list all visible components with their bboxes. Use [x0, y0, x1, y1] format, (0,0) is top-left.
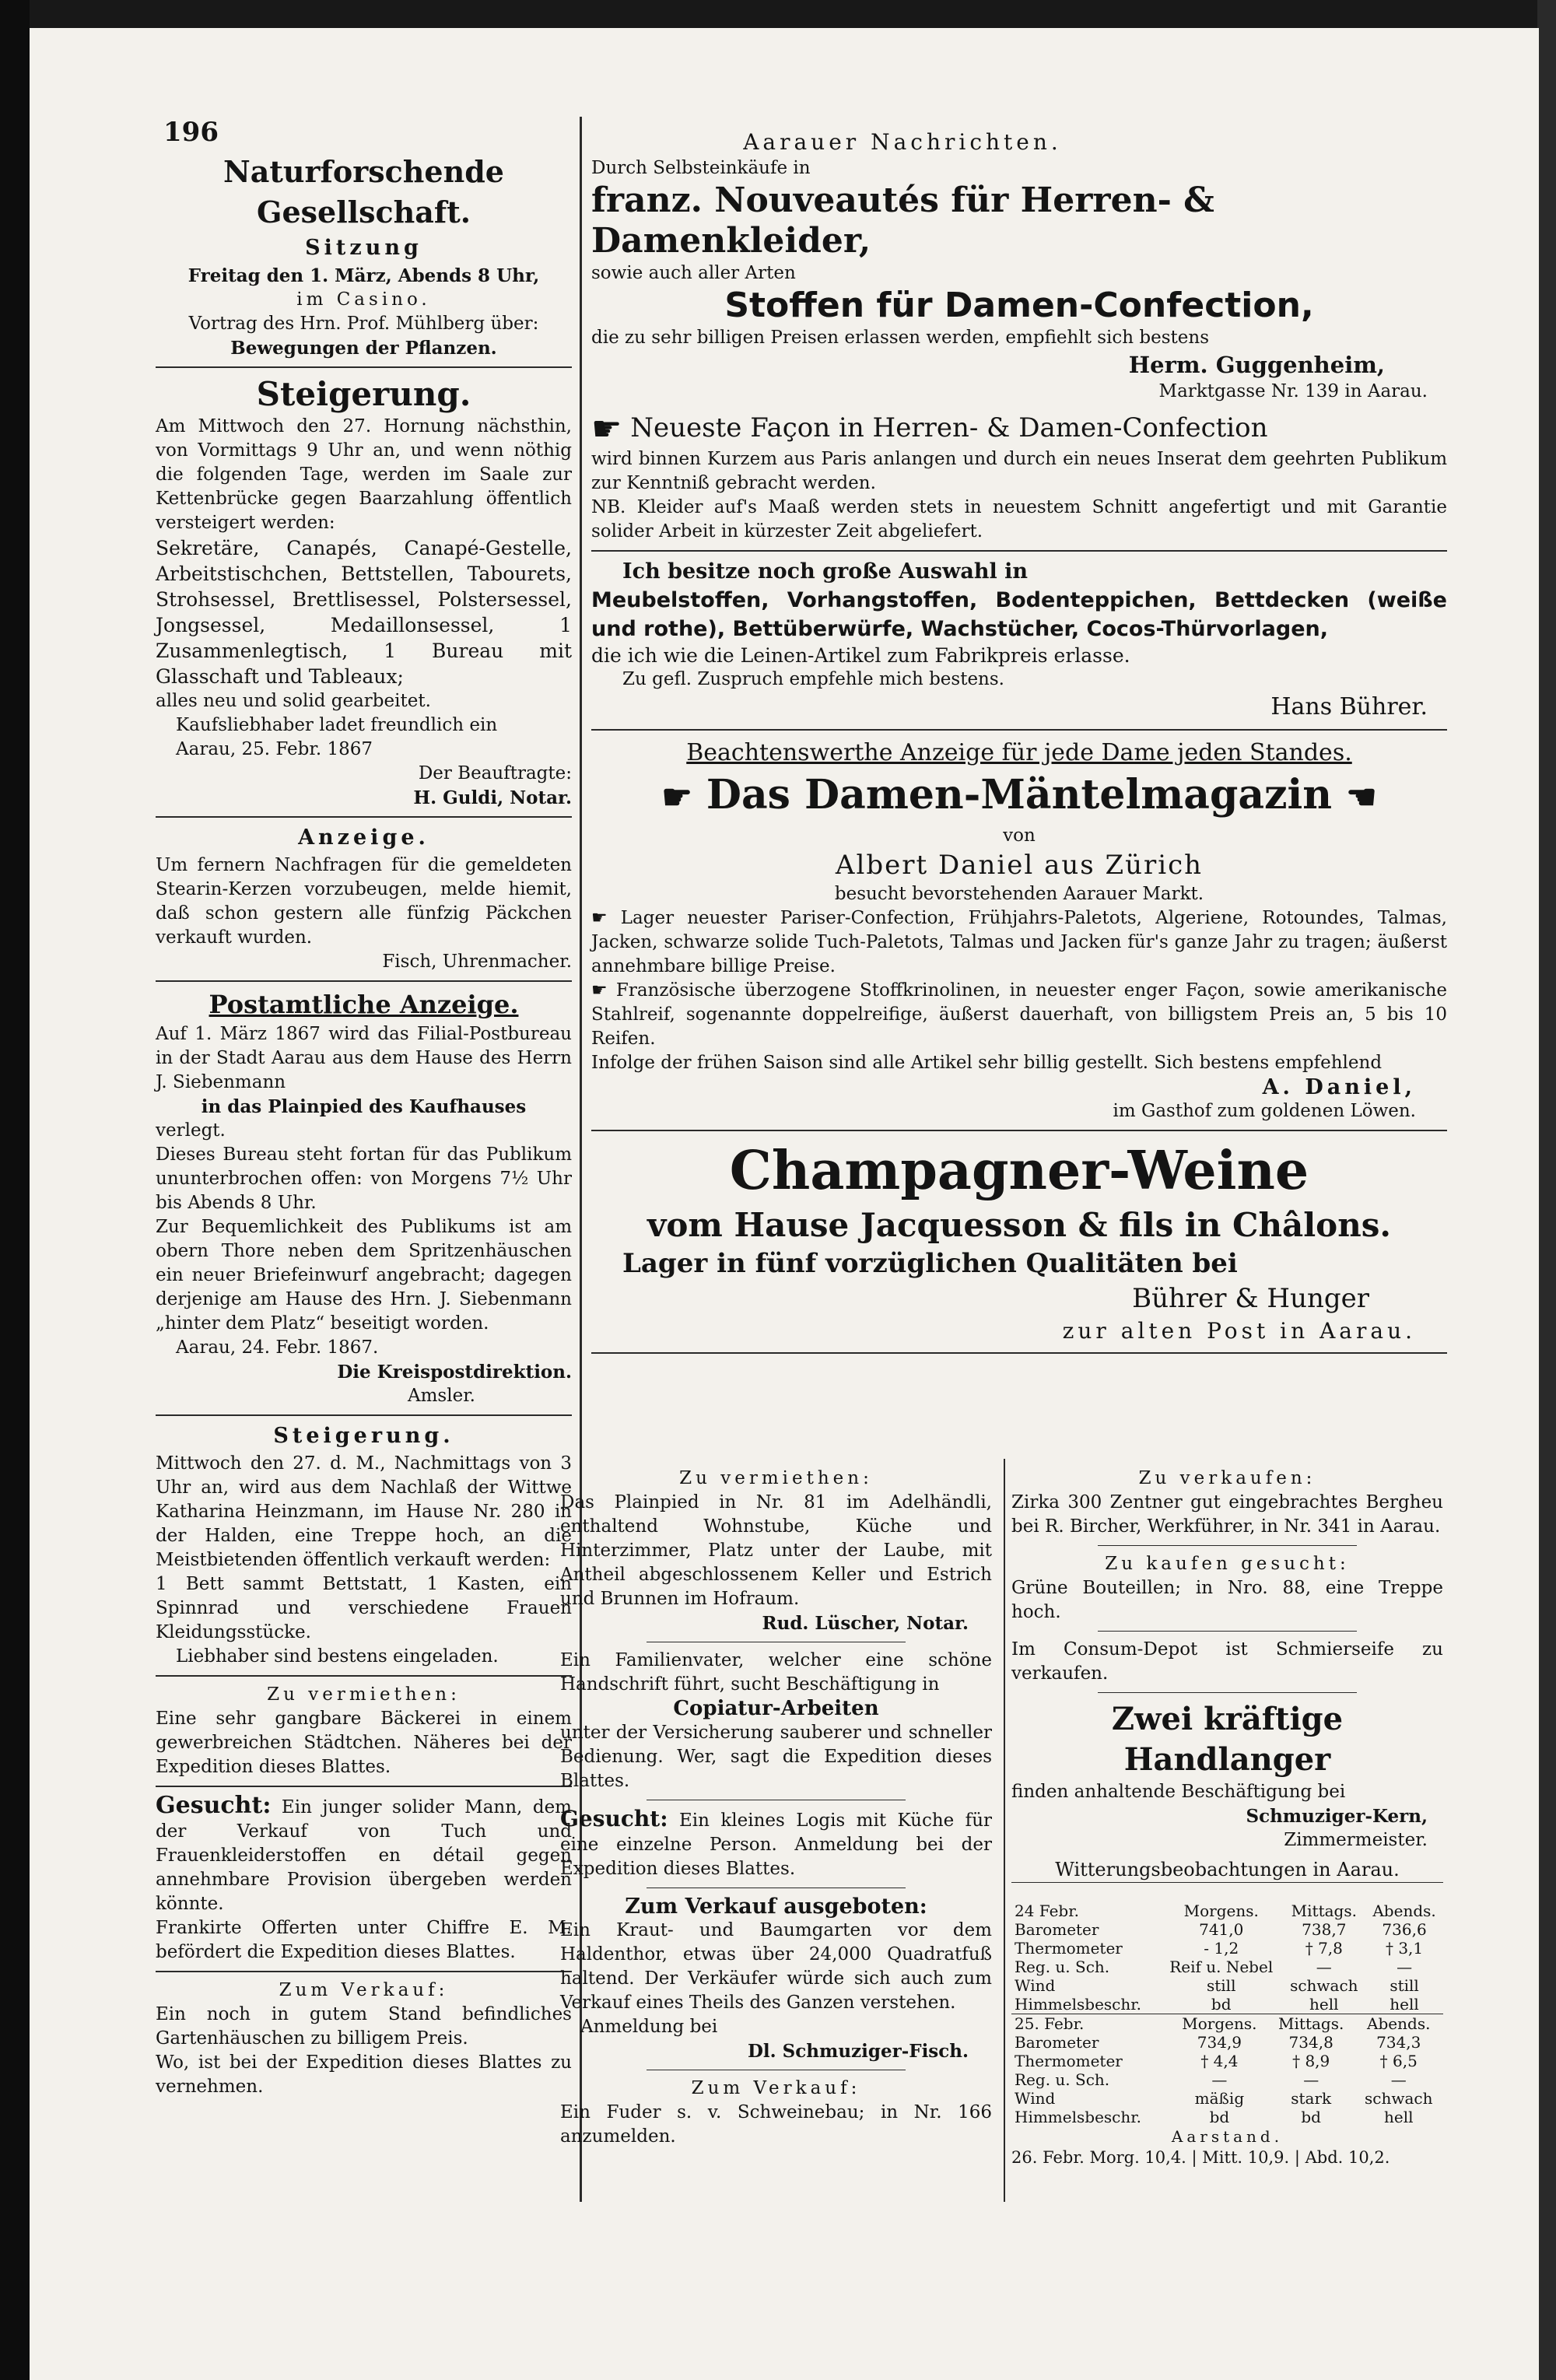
- weather-value: schwach: [1365, 2089, 1433, 2108]
- ad-verkauf-gartenhaeuschen: [156, 1979, 572, 2099]
- ad-bouteillen: [1011, 1552, 1443, 1625]
- separator: [156, 1786, 572, 1787]
- weather-value: Reif u. Nebel: [1169, 1958, 1274, 1976]
- ad-date: Aarau, 24. Febr. 1867.: [176, 1337, 379, 1358]
- section-header: Aarauer Nachrichten.: [743, 129, 1062, 155]
- ad-title: Zu vermiethen:: [267, 1684, 461, 1705]
- ad-text: Mittwoch den 27. d. M., Nachmittags von 3 Uhr an, wird aus dem Nachlaß der Wittwe Katharina Heinzmann, im Hause Nr. 280 in der Halden, eine Treppe hoch, an die Meistbietenden öffentlich verkauft werden:: [156, 1453, 572, 1570]
- weather-value: bd: [1209, 2108, 1230, 2126]
- ad-signature: Die Kreispostdirektion.: [337, 1362, 572, 1383]
- separator: [156, 366, 572, 368]
- weather-value: bd: [1211, 1995, 1232, 2014]
- ad-steigerung-kettenbruecke: [156, 374, 572, 810]
- ad-plainpied: [560, 1467, 992, 1635]
- ad-naturforschende-gesellschaft: [156, 152, 572, 360]
- weather-row-label: Reg. u. Sch.: [1015, 2070, 1110, 2089]
- ad-text: Ein junger solider Mann, dem der Verkauf von Tuch und Frauenkleiderstoffen en détail gegen annehmbare Provision übergeben werden könnte.: [156, 1797, 572, 1914]
- ad-logis: [560, 1807, 992, 1881]
- ad-text: 1 Bett sammt Bettstatt, 1 Kasten, ein Spinnrad und verschiedene Frauen Kleidungsstücke.: [156, 1574, 572, 1642]
- ad-signature: Hans Bührer.: [1270, 693, 1428, 720]
- ad-title: Steigerung.: [273, 1424, 454, 1448]
- ad-text: Wo, ist bei der Expedition dieses Blattes zu vernehmen.: [156, 2052, 572, 2097]
- ad-signature: Rud. Lüscher, Notar.: [762, 1613, 969, 1634]
- ad-signature: Amsler.: [408, 1386, 475, 1406]
- ad-signature: Dl. Schmuziger-Fisch.: [747, 2041, 969, 2062]
- ad-text: Infolge der frühen Saison sind alle Artikel sehr billig gestellt. Sich bestens empfehlend: [591, 1052, 1383, 1073]
- ad-subheadline: vom Hause Jacquesson & fils in Châlons.: [647, 1205, 1391, 1244]
- ad-text: Eine sehr gangbare Bäckerei in einem gewerbreichen Städtchen. Näheres bei der Expedition dieses Blattes.: [156, 1709, 572, 1777]
- pointing-hand-icon: ☛: [591, 907, 608, 928]
- weather-row-label: Himmelsbeschr.: [1015, 2108, 1141, 2126]
- ad-headline: Neueste Façon in Herren- & Damen-Confection: [630, 412, 1268, 443]
- weather-row-label: Barometer: [1015, 2033, 1099, 2052]
- ad-copiatur: [560, 1649, 992, 1793]
- ad-text: Lager in fünf vorzüglichen Qualitäten bei: [622, 1247, 1238, 1279]
- table-row: [1011, 2089, 1443, 2108]
- ad-text: Ein Fuder s. v. Schweinebau; in Nr. 166 anzumelden.: [560, 2102, 992, 2147]
- ad-text: Das Plainpied in Nr. 81 im Adelhändli, enthaltend Wohnstube, Küche und Hinterzimmer, Platz unter der Laube, mit Antheil abgeschlossenem Keller und Estrich und Brunnen im Hofraum.: [560, 1492, 992, 1609]
- ad-text: Auf 1. März 1867 wird das Filial-Postbureau in der Stadt Aarau aus dem Hause des Herrn J. Siebenmann: [156, 1024, 572, 1092]
- separator: [1098, 1545, 1357, 1546]
- ad-text: Französische überzogene Stoffkrinolinen, in neuester enger Façon, sowie amerikanische Stahlreif, sogenannte doppelreifige, äußerst dauerhaft, von billigstem Preis an, 5 bis 10 Reifen.: [591, 980, 1448, 1049]
- ad-label: Gesucht:: [560, 1806, 668, 1831]
- ad-text: Ein Familienvater, welcher eine schöne Handschrift führt, sucht Beschäftigung in: [560, 1650, 992, 1695]
- ad-text: Dieses Bureau steht fortan für das Publikum ununterbrochen offen: von Morgens 7½ Uhr bis Abends 8 Uhr.: [156, 1144, 572, 1213]
- ad-title: Naturforschende Gesellschaft.: [223, 154, 504, 230]
- ad-text: Anmeldung bei: [580, 2017, 718, 2037]
- ad-headline: Das Damen-Mäntelmagazin: [706, 771, 1333, 818]
- ad-title: Anzeige.: [298, 825, 429, 850]
- weather-row-label: Wind: [1015, 2089, 1056, 2108]
- ad-address: Marktgasse Nr. 139 in Aarau.: [1158, 381, 1428, 401]
- separator: [156, 980, 572, 982]
- ad-date: Freitag den 1. März, Abends 8 Uhr,: [187, 265, 540, 286]
- weather-value: hell: [1390, 1995, 1419, 2014]
- ad-bergheu: [1011, 1467, 1443, 1539]
- separator: [1098, 1692, 1357, 1693]
- weather-value: mäßig: [1194, 2089, 1245, 2108]
- ad-signature: Schmuziger-Kern,: [1246, 1806, 1428, 1827]
- table-row: [1011, 1939, 1443, 1958]
- weather-value: hell: [1383, 2108, 1414, 2126]
- weather-value: —: [1303, 2070, 1319, 2089]
- ad-text: Ich besitze noch große Auswahl in: [622, 559, 1029, 584]
- separator: [156, 1675, 572, 1677]
- ad-subtitle: Sitzung: [305, 236, 422, 260]
- weather-value: stark: [1291, 2089, 1332, 2108]
- ad-text: Um fernern Nachfragen für die gemeldeten Stearin-Kerzen vorzubeugen, melde hiemit, daß schon gestern alle fünfzig Päckchen verkauft wurden.: [156, 855, 572, 948]
- ad-gesucht-mann: [156, 1793, 572, 1965]
- ad-text: Kleider auf's Maaß werden stets in neuestem Schnitt angefertigt und mit Garantie solider Arbeit in kürzester Zeit abgeliefert.: [591, 497, 1448, 542]
- table-row: [1011, 2070, 1443, 2089]
- weather-value: —: [1316, 1958, 1332, 1976]
- weather-value: —: [1211, 2070, 1228, 2089]
- weather-date: 25. Febr.: [1015, 2014, 1085, 2033]
- ad-facon: [591, 410, 1447, 544]
- pointing-hand-icon: ☛: [591, 980, 608, 1001]
- ad-text: Zirka 300 Zentner gut eingebrachtes Bergheu bei R. Bircher, Werkführer, in Nr. 341 in Aarau.: [1011, 1492, 1443, 1537]
- left-column: [156, 152, 572, 2099]
- weather-value: 734,3: [1376, 2033, 1421, 2052]
- ad-text: Liebhaber sind bestens eingeladen.: [176, 1646, 499, 1667]
- weather-value: hell: [1309, 1995, 1339, 2014]
- weather-value: - 1,2: [1204, 1939, 1239, 1958]
- weather-value: † 8,9: [1292, 2052, 1330, 2070]
- ad-title: Zum Verkauf:: [279, 1980, 449, 2000]
- ad-text: Der Beauftragte:: [418, 763, 572, 783]
- separator: [156, 1414, 572, 1416]
- weather-value: † 3,1: [1385, 1939, 1424, 1958]
- sub-column-left: [560, 1467, 992, 2149]
- ad-text: Im Consum-Depot ist Schmierseife zu verkaufen.: [1011, 1639, 1443, 1684]
- ad-text: unter der Versicherung sauberer und schneller Bedienung. Wer, sagt die Expedition dieses Blattes.: [560, 1723, 992, 1791]
- ad-schweinebau: [560, 2077, 992, 2149]
- ad-headline: franz. Nouveautés für Herren- & Damenkleider,: [591, 181, 1214, 261]
- ad-text: von: [1003, 825, 1036, 846]
- separator: [1098, 1631, 1357, 1632]
- ad-text: Lager neuester Pariser-Confection, Frühjahrs-Paletots, Algeriene, Rotoundes, Talmas, Jacken, schwarze solide Tuch-Paletots, Talmas und Jacken für's ganze Jahr zu tragen; äußerst annehmbare billige Preise.: [591, 907, 1447, 976]
- pointing-hand-icon: ☛: [591, 409, 622, 449]
- ad-place: im Casino.: [296, 289, 431, 310]
- ad-anzeige-fisch: [156, 824, 572, 974]
- separator: [156, 816, 572, 818]
- weather-value: schwach: [1290, 1976, 1358, 1995]
- ad-items: Sekretäre, Canapés, Canapé-Gestelle, Arbeitstischchen, Bettstellen, Tabourets, Strohsessel, Brettlisessel, Polstersessel, Jongsessel, Medaillonsessel, 1 Zusammenlegtisch, 1 Bureau mit Glasschaft und Tableaux;: [156, 537, 572, 688]
- ad-guggenheim: [591, 128, 1447, 404]
- ad-text: Kaufsliebhaber ladet freundlich ein: [176, 715, 498, 735]
- separator: [156, 1971, 572, 1972]
- weather-col-header: Mittags.: [1278, 2014, 1344, 2033]
- ad-signature: A. Daniel,: [1262, 1074, 1416, 1099]
- table-row: [1011, 2033, 1443, 2052]
- weather-value: 738,7: [1302, 1920, 1347, 1939]
- weather-date: 24 Febr.: [1015, 1902, 1079, 1920]
- weather-row-label: Reg. u. Sch.: [1015, 1958, 1110, 1976]
- weather-value: bd: [1301, 2108, 1321, 2126]
- weather-value: † 4,4: [1200, 2052, 1239, 2070]
- ad-signature: Herm. Guggenheim,: [1128, 352, 1385, 378]
- pointing-hand-icon: ☚: [1346, 777, 1377, 818]
- ad-seller: Bührer & Hunger: [1132, 1282, 1369, 1314]
- ad-headline: Champagner-Weine: [729, 1139, 1309, 1202]
- weather-value: 741,0: [1199, 1920, 1244, 1939]
- weather-value: still: [1390, 1976, 1419, 1995]
- ad-steigerung-heinzmann: [156, 1422, 572, 1669]
- separator: [591, 729, 1447, 731]
- ad-text: sowie auch aller Arten: [591, 263, 796, 283]
- ad-signature: Fisch, Uhrenmacher.: [382, 952, 572, 972]
- aarstand-label: Aarstand.: [1171, 2127, 1284, 2146]
- weather-table-day-2: [1011, 2014, 1443, 2126]
- separator: [591, 1352, 1447, 1354]
- ad-headline: Zwei kräftige Handlanger: [1111, 1701, 1344, 1778]
- weather-value: still: [1206, 1976, 1236, 1995]
- ad-title: Zu kaufen gesucht:: [1105, 1554, 1350, 1574]
- weather-row-label: Thermometer: [1015, 1939, 1123, 1958]
- ad-schmierseife: [1011, 1638, 1443, 1686]
- ad-date: Aarau, 25. Febr. 1867: [176, 739, 373, 759]
- ad-location: im Gasthof zum goldenen Löwen.: [1113, 1100, 1416, 1121]
- ad-handlanger: [1011, 1699, 1443, 1852]
- weather-value: 734,8: [1288, 2033, 1333, 2052]
- weather-value: 734,9: [1197, 2033, 1242, 2052]
- ad-champagner: [591, 1137, 1447, 1346]
- right-column: [591, 128, 1447, 1360]
- ad-headline: Stoffen für Damen-Confection,: [724, 286, 1314, 325]
- ad-items: Meubelstoffen, Vorhangstoffen, Bodenteppichen, Bettdecken (weiße und rothe), Bettüberwürfe, Wachstücher, Cocos-Thürvorlagen,: [591, 588, 1447, 641]
- ad-highlight: Copiatur-Arbeiten: [673, 1697, 879, 1720]
- weather-title: Witterungsbeobachtungen in Aarau.: [1011, 1857, 1443, 1883]
- ad-name: Albert Daniel aus Zürich: [835, 849, 1204, 881]
- weather-col-header: Abends.: [1367, 2014, 1431, 2033]
- separator: [591, 1130, 1447, 1131]
- ad-signature: H. Guldi, Notar.: [413, 787, 572, 808]
- ad-title: Zum Verkauf:: [691, 2078, 861, 2098]
- ad-text: Zimmermeister.: [1284, 1830, 1428, 1850]
- ad-text: wird binnen Kurzem aus Paris anlangen und durch ein neues Inserat dem geehrten Publikum zur Kenntniß gebracht werden.: [591, 449, 1447, 493]
- ad-text: besucht bevorstehenden Aarauer Markt.: [834, 883, 1204, 904]
- scan-border-top: [0, 0, 1556, 28]
- ad-intro: Beachtenswerthe Anzeige für jede Dame jeden Standes.: [686, 739, 1352, 766]
- weather-value: 736,6: [1382, 1920, 1427, 1939]
- ad-text: verlegt.: [156, 1120, 226, 1141]
- ad-text: Bewegungen der Pflanzen.: [230, 338, 497, 359]
- ad-text: Ein noch in gutem Stand befindliches Gartenhäuschen zu billigem Preis.: [156, 2004, 572, 2049]
- ad-title: Postamtliche Anzeige.: [209, 990, 519, 1019]
- weather-col-header: Morgens.: [1182, 2014, 1257, 2033]
- ad-text: Durch Selbsteinkäufe in: [591, 158, 811, 178]
- pointing-hand-icon: ☛: [661, 777, 692, 818]
- scan-border-left: [0, 0, 30, 2380]
- weather-table-day-1: [1011, 1902, 1443, 2014]
- weather-col-header: Morgens.: [1183, 1902, 1259, 1920]
- ad-text: Frankirte Offerten unter Chiffre E. M. befördert die Expedition dieses Blattes.: [156, 1918, 572, 1962]
- ad-vermiethen-baeckerei: [156, 1683, 572, 1779]
- weather-value: † 6,5: [1379, 2052, 1418, 2070]
- aarstand-values: 26. Febr. Morg. 10,4. | Mitt. 10,9. | Abd. 10,2.: [1011, 2148, 1390, 2167]
- ad-title: Zu vermiethen:: [679, 1468, 873, 1488]
- table-row: [1011, 2108, 1443, 2126]
- weather-row-label: Thermometer: [1015, 2052, 1123, 2070]
- ad-text: alles neu und solid gearbeitet.: [156, 691, 431, 711]
- ad-kraut-baumgarten: [560, 1895, 992, 2063]
- table-row: [1011, 2052, 1443, 2070]
- table-row: [1011, 1995, 1443, 2014]
- table-row: [1011, 1976, 1443, 1995]
- ad-label: NB.: [591, 497, 626, 517]
- weather-col-header: Mittags.: [1291, 1902, 1357, 1920]
- weather-value: —: [1397, 1958, 1413, 1976]
- page-number: 196: [163, 117, 219, 148]
- ad-text: Ein Kraut- und Baumgarten vor dem Haldenthor, etwas über 24,000 Quadratfuß haltend. Der Verkäufer würde sich auch zum Verkauf eines Theils des Ganzen verstehen.: [560, 1920, 992, 2013]
- ad-label: Gesucht:: [156, 1792, 272, 1819]
- scan-border-right: [1537, 0, 1556, 2380]
- ad-title: Steigerung.: [256, 375, 471, 413]
- separator: [591, 550, 1447, 552]
- ad-buehrer: [591, 558, 1447, 723]
- weather-value: † 7,8: [1305, 1939, 1343, 1958]
- ad-text: Zu gefl. Zuspruch empfehle mich bestens.: [622, 669, 1004, 689]
- ad-postamt: [156, 988, 572, 1408]
- weather-value: —: [1390, 2070, 1407, 2089]
- weather-row-label: Wind: [1015, 1976, 1056, 1995]
- ad-text: die ich wie die Leinen-Artikel zum Fabrikpreis erlasse.: [591, 644, 1130, 667]
- ad-text: finden anhaltende Beschäftigung bei: [1011, 1782, 1346, 1802]
- weather-col-header: Abends.: [1372, 1902, 1436, 1920]
- ad-text: die zu sehr billigen Preisen erlassen werden, empfiehlt sich bestens: [591, 328, 1210, 348]
- sub-column-divider: [1004, 1459, 1005, 2202]
- weather-row-label: Himmelsbeschr.: [1015, 1995, 1141, 2014]
- ad-text: in das Plainpied des Kaufhauses: [201, 1096, 527, 1117]
- ad-text: Vortrag des Hrn. Prof. Mühlberg über:: [188, 314, 539, 334]
- weather-row-label: Barometer: [1015, 1920, 1099, 1939]
- table-row: [1011, 1920, 1443, 1939]
- ad-title: Zum Verkauf ausgeboten:: [625, 1895, 927, 1919]
- ad-text: Ein kleines Logis mit Küche für eine einzelne Person. Anmeldung bei der Expedition dieses Blattes.: [560, 1810, 993, 1879]
- weather-observations: [1011, 1857, 1443, 2168]
- ad-title: Zu verkaufen:: [1138, 1468, 1316, 1488]
- ad-location: zur alten Post in Aarau.: [1062, 1317, 1416, 1344]
- ad-text: Am Mittwoch den 27. Hornung nächsthin, von Vormittags 9 Uhr an, und wenn nöthig die folgenden Tage, werden im Saale zur Kettenbrücke gegen Baarzahlung öffentlich versteigert werden:: [156, 416, 572, 533]
- ad-text: Zur Bequemlichkeit des Publikums ist am obern Thore neben dem Spritzenhäuschen ein neuer Briefeinwurf angebracht; dagegen derjenige am Hause des Hrn. J. Siebenmann „hinter dem Platz“ beseitigt worden.: [156, 1217, 572, 1334]
- sub-column-right: [1011, 1467, 1443, 2168]
- table-row: [1011, 1958, 1443, 1976]
- ad-maentelmagazin: [591, 737, 1447, 1123]
- ad-text: Grüne Bouteillen; in Nro. 88, eine Treppe hoch.: [1011, 1578, 1443, 1622]
